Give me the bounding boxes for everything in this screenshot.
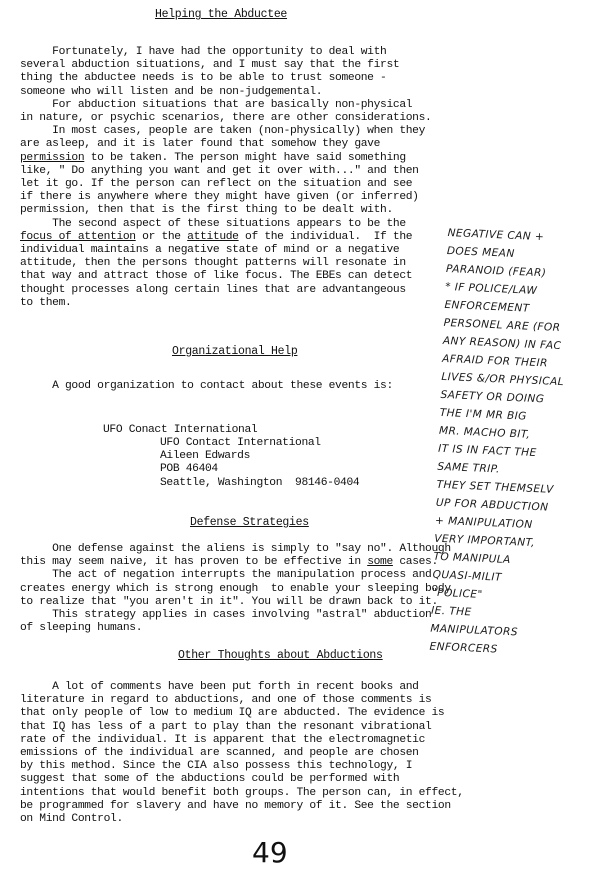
note-line: ENFORCERS [429,640,498,656]
text-span: cases. [392,556,438,569]
text-line: let it go. If the person can reflect on the situation and see [20,178,413,191]
text-line: thing the abductee needs is to be able to trust someone - [20,72,387,85]
note-line: LIVES &/OR PHYSICAL [441,370,565,389]
note-line: MR. MACHO BIT, [438,424,531,441]
text-line: intentions that would benefit both groups. The person can, in effect, [20,786,464,799]
address-line: UFO Contact International [160,437,321,449]
text-line: A lot of comments have been put forth in recent books and [20,681,419,693]
note-line: NEGATIVE CAN + [447,226,545,244]
address-line: POB 46404 [160,463,218,476]
text-line: are asleep, and it is later found that somehow they gave [20,138,381,151]
note-line: ENFORCEMENT [444,298,530,315]
text-line [20,231,431,244]
note-line: PERSONEL ARE (FOR [443,316,561,334]
heading-helping-the-abductee: Helping the Abductee [155,8,288,21]
heading-other-thoughts: Other Thoughts about Abductions [178,649,383,662]
text-line: This strategy applies in cases involving "astral" abduction [20,609,432,622]
underlined-focus-of-attention: focus of attention [20,230,136,243]
text-line: The act of negation interrupts the manipulation process and [20,569,432,582]
text-line: literature in regard to abductions, and one of those comments is [20,694,432,707]
text-line: on Mind Control. [20,813,123,826]
paragraph-defense [20,543,451,635]
text-line: For abduction situations that are basically non-physical [20,98,413,111]
text-line: individual maintains a negative state of mind or a negative [20,244,400,257]
underlined-permission: permission [20,151,85,164]
note-line: QUASI-MILIT [432,568,503,584]
text-span: this may seem naive, it has proven to be effective in [20,556,368,569]
heading-organizational-help: Organizational Help [172,345,298,358]
text-line: if there is anywhere where they might have given (or inferred) [20,191,419,204]
text-line: Fortunately, I have had the opportunity to deal with [20,46,387,58]
address-line: Aileen Edwards [160,450,251,463]
note-line: SAME TRIP. [437,460,501,476]
note-line: THE I'M MR BIG [439,406,528,423]
note-line: UP FOR ABDUCTION [435,496,549,514]
paragraph-trust [20,46,431,310]
note-line: + MANIPULATION [434,514,533,531]
organization-address [160,437,359,490]
address-line: Seattle, Washington 98146-0404 [160,476,360,489]
note-line: THEY SET THEMSELV [436,478,554,496]
underlined-some: some [367,556,393,569]
text-line: that way and attract those of like focus. The EBEs can detect [20,270,413,283]
text-line: thought processes along certain lines that are advantangeous [20,283,406,296]
text-line: to them. [20,296,72,309]
text-span: to be taken. The person might have said something [84,151,406,164]
handwritten-margin-note [429,224,598,662]
text-line: someone who will listen and be non-judgemental. [20,85,323,98]
text-line: that IQ has less of a part to play than the resonant vibrational [20,720,432,733]
organization-name: UFO Conact International [103,424,258,436]
note-line: VERY IMPORTANT, [433,532,536,550]
text-line: suggest that some of the abductions could be performed with [20,773,400,786]
text-line: The second aspect of these situations appears to be the [20,217,406,230]
note-line: AFRAID FOR THEIR [441,352,549,370]
text-line: rate of the individual. It is apparent that the electromagnetic [20,733,426,746]
note-line: ANY REASON) IN FAC [442,334,562,353]
underlined-attitude: attitude [187,230,239,243]
text-line: creates energy which is strong enough to enable your sleeping body [20,582,451,595]
text-line: to realize that "you aren't in it". You will be drawn back to it. [20,595,438,608]
text-line: emissions of the individual are scanned, and people are chosen [20,747,419,760]
page-number: 49 [252,836,288,869]
text-line [20,152,431,165]
text-line: be programmed for slavery and have no memory of it. See the section [20,799,451,812]
text-line: In most cases, people are taken (non-physically) when they [20,125,426,138]
text-line: that only people of low to medium IQ are abducted. The evidence is [20,707,445,720]
text-line: permission, then that is the first thing to be dealt with. [20,204,393,217]
note-line: DOES MEAN [446,244,515,260]
note-line: "POLICE" [431,586,483,601]
note-line: IE. THE [430,604,472,619]
text-line: like, " Do anything you want and get it over with..." and then [20,164,419,177]
note-line: TO MANIPULA [433,550,511,567]
organization-intro: A good organization to contact about these events is: [20,380,393,392]
text-line: of sleeping humans. [20,622,143,635]
text-line: in nature, or psychic scenarios, there are other considerations. [20,112,432,125]
text-line: by this method. Since the CIA also possess this technology, I [20,760,413,773]
note-line: SAFETY OR DOING [440,388,545,406]
note-line: IT IS IN FACT THE [437,442,537,460]
text-line: several abduction situations, and I must say that the first [20,59,400,72]
text-line: attitude, then the persons thought patterns will resonate in [20,257,406,270]
note-line: PARANOID (FEAR) [445,262,547,280]
heading-defense-strategies: Defense Strategies [190,516,309,529]
text-span: or the [135,230,188,243]
text-line [20,556,451,569]
note-line: * IF POLICE/LAW [444,280,538,297]
text-line: One defense against the aliens is simply to "say no". Although [20,543,451,555]
text-span: of the individual. If the [238,230,413,243]
note-line: MANIPULATORS [430,622,519,639]
paragraph-other-thoughts [20,681,464,826]
